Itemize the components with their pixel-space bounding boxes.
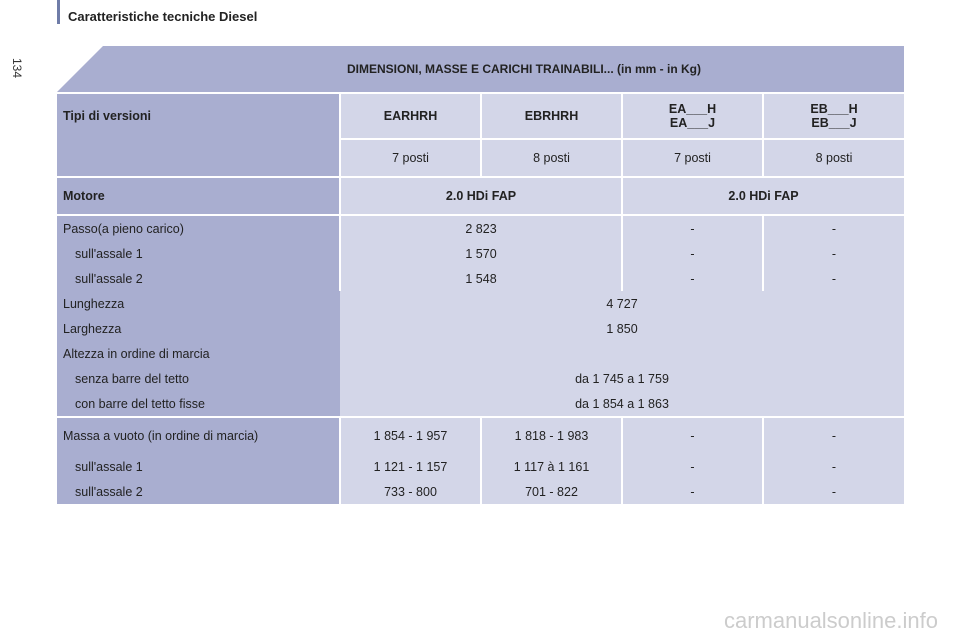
table-row <box>57 391 904 417</box>
value-cell: 1 570 <box>340 241 622 266</box>
row-label: Massa a vuoto (in ordine di marcia) <box>57 417 340 454</box>
row-label: sull'assale 1 <box>57 454 340 479</box>
table-row <box>57 479 904 504</box>
versions-label: Tipi di versioni <box>57 93 340 177</box>
value-cell: 733 - 800 <box>340 479 481 504</box>
value-cell: - <box>763 454 904 479</box>
seats-cell: 7 posti <box>340 139 481 177</box>
value-cell: 1 548 <box>340 266 622 291</box>
row-label: sull'assale 1 <box>57 241 340 266</box>
table-row <box>57 266 904 291</box>
version-code-group <box>622 93 763 139</box>
version-code: EARHRH <box>340 93 481 139</box>
table-row <box>57 215 904 241</box>
table-row <box>57 366 904 391</box>
value-cell: 701 - 822 <box>481 479 622 504</box>
table-row <box>57 316 904 341</box>
row-label: sull'assale 2 <box>57 479 340 504</box>
version-code: EBRHRH <box>481 93 622 139</box>
row-label: Altezza in ordine di marcia <box>57 341 340 366</box>
row-label: con barre del tetto fisse <box>57 391 340 417</box>
table-row <box>57 177 904 215</box>
value-cell: - <box>622 241 763 266</box>
watermark: carmanualsonline.info <box>723 608 938 633</box>
value-cell: 1 121 - 1 157 <box>340 454 481 479</box>
section-title: Caratteristiche tecniche Diesel <box>68 9 258 24</box>
row-label: Lunghezza <box>57 291 340 316</box>
row-label: sull'assale 2 <box>57 266 340 291</box>
version-code: EB___J <box>811 116 857 130</box>
row-label: Larghezza <box>57 316 340 341</box>
version-code: EA___J <box>669 116 716 130</box>
table-row <box>57 241 904 266</box>
value-cell: - <box>622 479 763 504</box>
version-code: EB___H <box>810 102 858 116</box>
value-cell: - <box>622 215 763 241</box>
value-cell: - <box>763 417 904 454</box>
version-code-group <box>763 93 904 139</box>
value-cell: 1 818 - 1 983 <box>481 417 622 454</box>
seats-cell: 8 posti <box>763 139 904 177</box>
value-cell: - <box>763 241 904 266</box>
value-cell: da 1 745 a 1 759 <box>340 366 904 391</box>
value-cell: 1 854 - 1 957 <box>340 417 481 454</box>
seats-cell: 8 posti <box>481 139 622 177</box>
value-cell: - <box>622 266 763 291</box>
specs-grid <box>57 92 904 504</box>
table-row <box>57 454 904 479</box>
value-cell: - <box>763 266 904 291</box>
engine-label: Motore <box>57 177 340 215</box>
specs-table <box>57 46 904 504</box>
value-cell: 4 727 <box>340 291 904 316</box>
table-row <box>57 341 904 366</box>
row-label: Passo(a pieno carico) <box>57 215 340 241</box>
value-cell: da 1 854 a 1 863 <box>340 391 904 417</box>
value-cell: - <box>763 479 904 504</box>
table-row <box>57 291 904 316</box>
value-cell: 1 117 à 1 161 <box>481 454 622 479</box>
engine-cell: 2.0 HDi FAP <box>622 177 904 215</box>
value-cell: - <box>763 215 904 241</box>
page-number: 134 <box>10 58 24 79</box>
seats-cell: 7 posti <box>622 139 763 177</box>
table-banner <box>57 46 904 92</box>
version-code: EA___H <box>668 102 717 116</box>
value-cell: - <box>622 417 763 454</box>
value-cell: 1 850 <box>340 316 904 341</box>
value-cell: 2 823 <box>340 215 622 241</box>
table-row <box>57 417 904 454</box>
left-rule <box>57 0 60 24</box>
table-row <box>57 93 904 139</box>
row-label: senza barre del tetto <box>57 366 340 391</box>
banner-title: DIMENSIONI, MASSE E CARICHI TRAINABILI... (in mm - in Kg) <box>347 62 701 76</box>
empty-cell <box>340 341 904 366</box>
value-cell: - <box>622 454 763 479</box>
engine-cell: 2.0 HDi FAP <box>340 177 622 215</box>
